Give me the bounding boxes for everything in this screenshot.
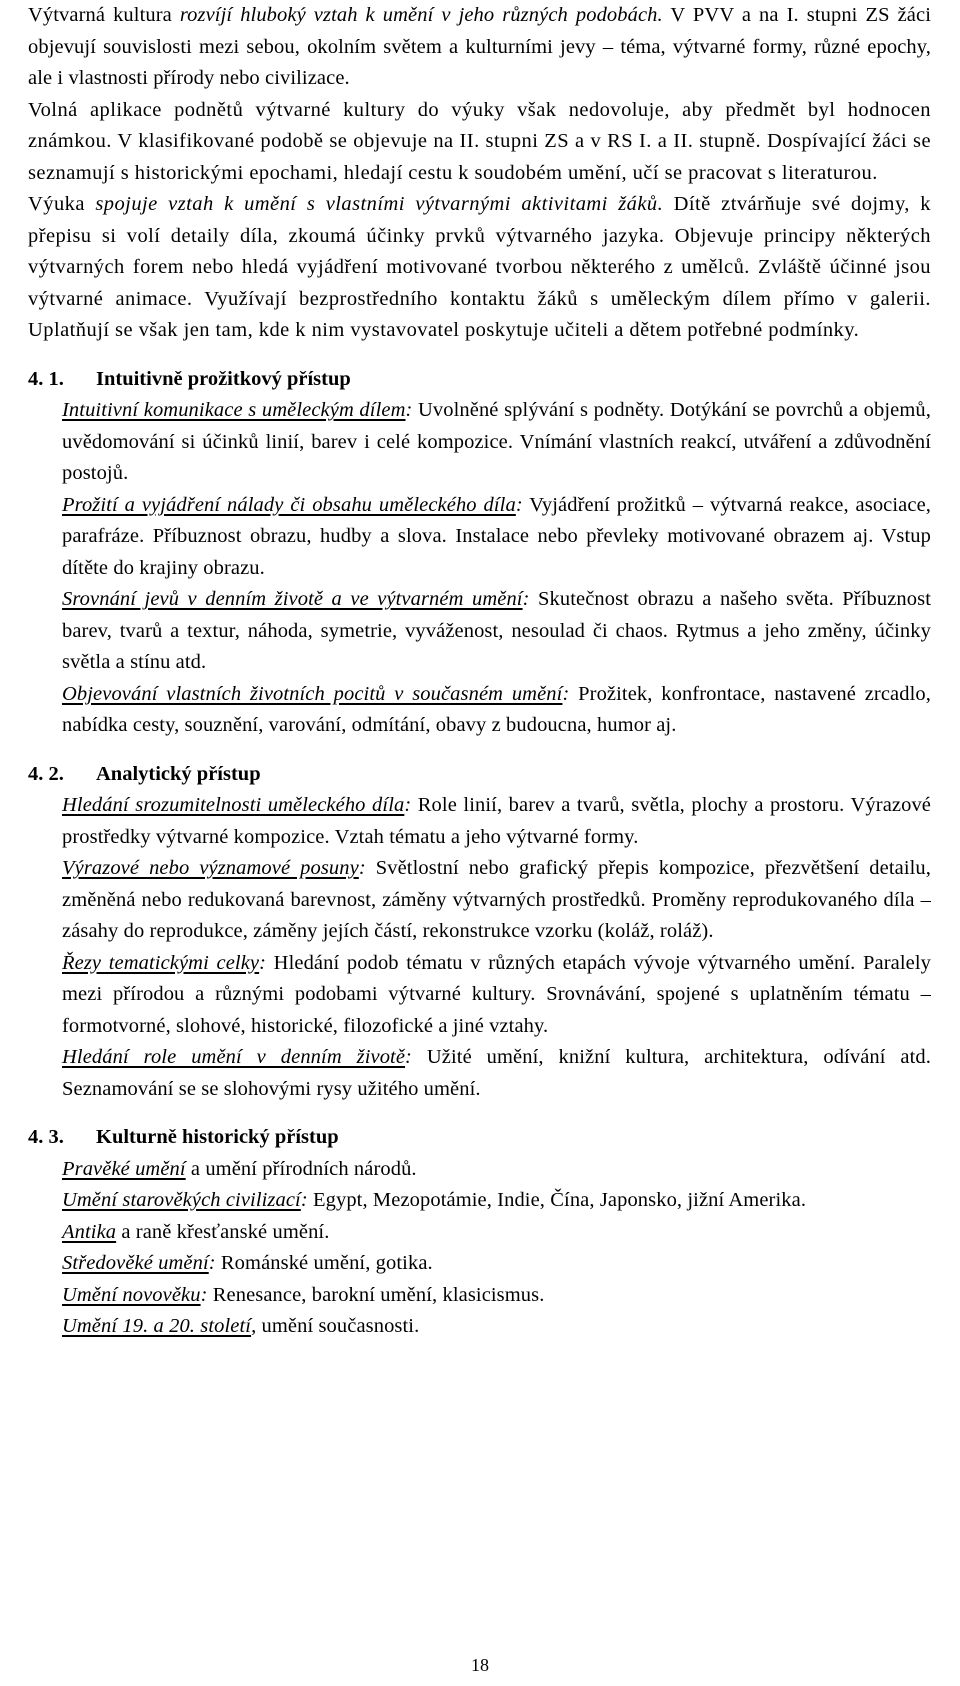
section-heading-4-2	[28, 759, 931, 791]
list-item: Umění starověkých civilizací: Egypt, Mezopotámie, Indie, Čína, Japonsko, jižní Amerika.	[62, 1189, 807, 1211]
item-text: , umění současnosti.	[251, 1315, 420, 1337]
intro-text: Výuka	[28, 193, 96, 215]
intro-paragraph-3	[28, 189, 931, 347]
list-item: Intuitivní komunikace s uměleckým dílem: Uvolněné splývání s podněty. Dotýkání se povrchů a objemů, uvědomování si účinků linií, barev i celé kompozice. Vnímání vlastních reakcí, utváření a zdůvodnění postojů.	[62, 399, 931, 484]
item-text: Užité umění, knižní kultura, architektura, odívání atd. Seznamování se se slohovými rysy užitého umění.	[62, 1046, 931, 1100]
item-text: Vyjádření prožitků – výtvarná reakce, asociace, parafráze. Příbuznost obrazu, hudby a slova. Instalace nebo převleky motivované obrazem aj. Vstup dítěte do krajiny obrazu.	[62, 493, 931, 579]
item-text: Prožitek, konfrontace, nastavené zrcadlo, nabídka cesty, souznění, varování, odmítání, obavy z budoucna, humor aj.	[62, 682, 931, 736]
item-label: Řezy tematickými celky	[62, 951, 260, 974]
item-text: Uvolněné splývání s podněty. Dotýkání se povrchů a objemů, uvědomování si účinků linií, barev i celé kompozice. Vnímání vlastních reakcí, utváření a zdůvodnění postojů.	[62, 399, 931, 484]
section-number: 4. 2.	[28, 762, 64, 785]
item-text: Hledání podob tématu v různých etapách vývoje výtvarného umění. Paralely mezi přírodou a různými podobami výtvarné kultury. Srovnávání, spojené s uplatněním tématu – formotvorné, slohové, historické, filozofické a jiné vztahy.	[62, 951, 931, 1037]
section-number: 4. 3.	[28, 1126, 64, 1148]
list-item: Hledání srozumitelnosti uměleckého díla: Role linií, barev a tvarů, světla, plochy a prostoru. Výrazové prostředky výtvarné kompozice. Vztah tématu a jeho výtvarné formy.	[62, 794, 931, 848]
section-body-4-2	[62, 790, 931, 1105]
item-label: Prožití a vyjádření nálady či obsahu uměleckého díla	[62, 493, 516, 516]
item-label: Hledání srozumitelnosti uměleckého díla	[62, 794, 405, 816]
intro-text: Výtvarná kultura	[28, 4, 180, 26]
item-text: Renesance, barokní umění, klasicismus.	[207, 1283, 545, 1306]
intro-paragraph-1	[28, 0, 931, 95]
list-item	[62, 1311, 931, 1343]
intro-emphasis: spojuje vztah k umění s vlastními výtvarnými aktivitami žáků.	[95, 193, 664, 215]
item-label: Umění 19. a 20. století	[62, 1315, 252, 1337]
list-item	[62, 1154, 931, 1186]
list-item: Řezy tematickými celky: Hledání podob tématu v různých etapách vývoje výtvarného umění. Paralely mezi přírodou a různými podobami výtvarné kultury. Srovnávání, spojené s uplatněním tématu – formotvorné, slohové, historické, filozofické a jiné vztahy.	[62, 951, 931, 1037]
item-text: a raně křesťanské umění.	[116, 1220, 330, 1243]
section-body-4-1	[62, 395, 931, 742]
page-number: 18	[471, 1655, 489, 1675]
item-label: Hledání role umění v denním životě	[62, 1046, 406, 1068]
section-title: Kulturně historický přístup	[96, 1126, 339, 1148]
item-label: Intuitivní komunikace s uměleckým dílem	[62, 399, 406, 421]
item-text: Role linií, barev a tvarů, světla, plochy a prostoru. Výrazové prostředky výtvarné kompozice. Vztah tématu a jeho výtvarné formy.	[62, 794, 931, 848]
section-title: Analytický přístup	[96, 762, 261, 785]
item-label: Středověké umění	[62, 1252, 209, 1274]
section-body-4-3	[62, 1154, 931, 1343]
item-text: Skutečnost obrazu a našeho světa. Příbuznost barev, tvarů a textur, náhoda, symetrie, vyváženost, nesoulad či chaos. Rytmus a jeho změny, účinky světla a stínu atd.	[62, 588, 931, 673]
item-text: Egypt, Mezopotámie, Indie, Čína, Japonsko, jižní Amerika.	[307, 1189, 807, 1211]
list-item	[62, 1217, 931, 1249]
intro-text: V PVV a na I. stupni ZS žáci objevují souvislosti mezi sebou, okolním světem a kulturními jevy – téma, výtvarné formy, různé epochy, ale i vlastnosti přírody nebo civilizace.	[28, 4, 932, 89]
document-page	[28, 0, 931, 1343]
intro-emphasis: rozvíjí hluboký vztah k umění v jeho různých podobách.	[179, 4, 663, 26]
item-label: Pravěké umění	[62, 1157, 186, 1180]
intro-text: Dítě ztvárňuje své dojmy, k přepisu si volí detaily díla, zkoumá účinky prvků výtvarného jazyka. Objevuje principy některých výtvarných forem nebo hledá vyjádření motivované tvorbou některého z umělců. Zvláště účinné jsou výtvarné animace. Využívají bezprostředního kontaktu žáků s uměleckým dílem přímo v galerii. Uplatňují se však jen tam, kde k nim vystavovatel poskytuje učiteli a dětem potřebné podmínky.	[28, 193, 932, 341]
item-label: Srovnání jevů v denním životě a ve výtvarném umění	[62, 588, 523, 610]
section-title: Intuitivně prožitkový přístup	[96, 367, 351, 390]
list-item: Výrazové nebo významové posuny: Světlostní nebo grafický přepis kompozice, přezvětšení detailu, změněná nebo redukovaná barevnost, záměny výtvarných prostředků. Proměny reprodukovaného díla – zásahy do reprodukce, záměny jejích částí, rekonstrukce vzorku (koláž, roláž).	[62, 857, 931, 942]
list-item: Prožití a vyjádření nálady či obsahu uměleckého díla: Vyjádření prožitků – výtvarná reakce, asociace, parafráze. Příbuznost obrazu, hudby a slova. Instalace nebo převleky motivované obrazem aj. Vstup dítěte do krajiny obrazu.	[62, 493, 931, 579]
item-label: Antika	[62, 1220, 117, 1243]
list-item: Středověké umění: Románské umění, gotika.	[62, 1252, 433, 1274]
intro-paragraph-2: Volná aplikace podnětů výtvarné kultury do výuky však nedovoluje, aby předmět byl hodnocen známkou. V klasifikované podobě se objevuje na II. stupni ZS a v RS I. a II. stupně. Dospívající žáci se seznamují s historickými epochami, hledají cestu k soudobém umění, učí se pracovat s literaturou.	[28, 98, 931, 184]
item-text: a umění přírodních národů.	[185, 1157, 417, 1180]
list-item: Objevování vlastních životních pocitů v současném umění: Prožitek, konfrontace, nastavené zrcadlo, nabídka cesty, souznění, varování, odmítání, obavy z budoucna, humor aj.	[62, 682, 931, 736]
item-text: Světlostní nebo grafický přepis kompozice, přezvětšení detailu, změněná nebo redukovaná barevnost, záměny výtvarných prostředků. Proměny reprodukovaného díla – zásahy do reprodukce, záměny jejích částí, rekonstrukce vzorku (koláž, roláž).	[62, 857, 931, 942]
list-item: Hledání role umění v denním životě: Užité umění, knižní kultura, architektura, odívání atd. Seznamování se se slohovými rysy užitého umění.	[62, 1046, 931, 1100]
item-label: Objevování vlastních životních pocitů v současném umění	[62, 682, 563, 705]
list-item: Srovnání jevů v denním životě a ve výtvarném umění: Skutečnost obrazu a našeho světa. Příbuznost barev, tvarů a textur, náhoda, symetrie, vyváženost, nesoulad či chaos. Rytmus a jeho změny, účinky světla a stínu atd.	[62, 588, 931, 673]
item-label: Umění starověkých civilizací	[62, 1189, 301, 1211]
list-item: Umění novověku: Renesance, barokní umění, klasicismus.	[62, 1283, 545, 1306]
section-heading-4-1	[28, 364, 931, 396]
section-heading-4-3	[28, 1122, 931, 1154]
item-label: Umění novověku	[62, 1283, 201, 1306]
section-number: 4. 1.	[28, 367, 64, 390]
item-label: Výrazové nebo významové posuny	[62, 857, 359, 879]
item-text: Románské umění, gotika.	[215, 1252, 433, 1274]
